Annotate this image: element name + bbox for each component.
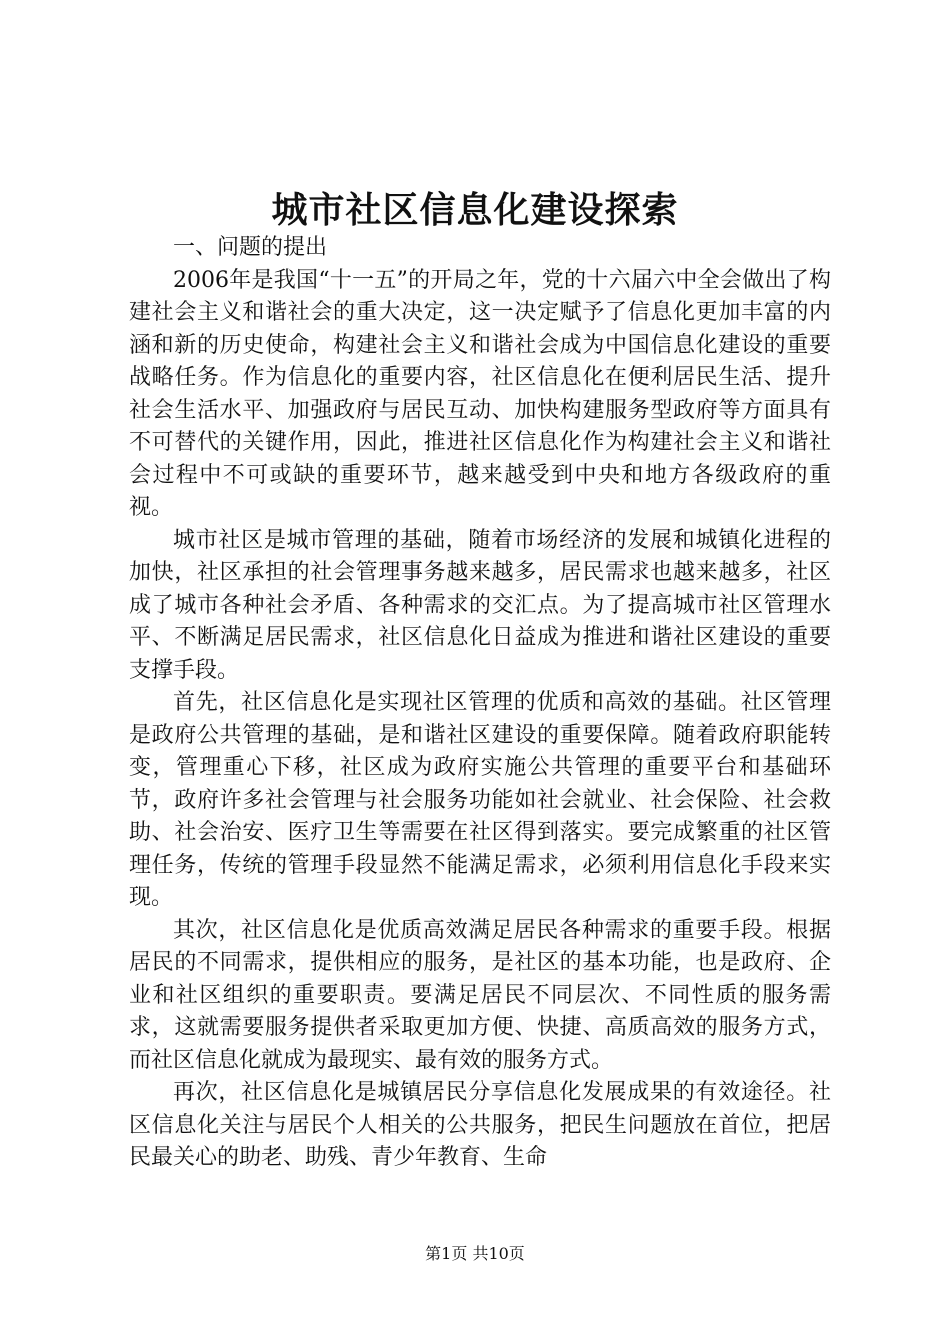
paragraph: 其次，社区信息化是优质高效满足居民各种需求的重要手段。根据居民的不同需求，提供相应的服务，是社区的基本功能，也是政府、企业和社区组织的重要职责。要满足居民不同层次、不同性质的服务需求，这就需要服务提供者采取更加方便、快捷、高质高效的服务方式，而社区信息化就成为最现实、最有效的服务方式。	[129, 917, 831, 1073]
paragraph: 再次，社区信息化是城镇居民分享信息化发展成果的有效途径。社区信息化关注与居民个人相关的公共服务，把民生问题放在首位，把居民最关心的助老、助残、青少年教育、生命	[129, 1080, 831, 1170]
document-title: 城市社区信息化建设探索	[271, 189, 679, 231]
section-heading: 一、问题的提出	[173, 235, 328, 260]
page-footer: 第1页 共10页	[425, 1244, 525, 1263]
paragraph: 2006年是我国“十一五”的开局之年，党的十六届六中全会做出了构建社会主义和谐社会的重大决定，这一决定赋予了信息化更加丰富的内涵和新的历史使命，构建社会主义和谐社会成为中国信息化建设的重要战略任务。作为信息化的重要内容，社区信息化在便利居民生活、提升社会生活水平、加强政府与居民互动、加快构建服务型政府等方面具有不可替代的关键作用，因此，推进社区信息化作为构建社会主义和谐社会过程中不可或缺的重要环节，越来越受到中央和地方各级政府的重视。	[129, 267, 831, 520]
paragraph: 城市社区是城市管理的基础，随着市场经济的发展和城镇化进程的加快，社区承担的社会管理事务越来越多，居民需求也越来越多，社区成了城市各种社会矛盾、各种需求的交汇点。为了提高城市社区管理水平、不断满足居民需求，社区信息化日益成为推进和谐社区建设的重要支撑手段。	[129, 527, 831, 683]
document-body	[129, 232, 831, 1175]
paragraph: 首先，社区信息化是实现社区管理的优质和高效的基础。社区管理是政府公共管理的基础，是和谐社区建设的重要保障。随着政府职能转变，管理重心下移，社区成为政府实施公共管理的重要平台和基础环节，政府许多社会管理与社会服务功能如社会就业、社会保险、社会救助、社会治安、医疗卫生等需要在社区得到落实。要完成繁重的社区管理任务，传统的管理手段显然不能满足需求，必须利用信息化手段来实现。	[129, 690, 831, 910]
